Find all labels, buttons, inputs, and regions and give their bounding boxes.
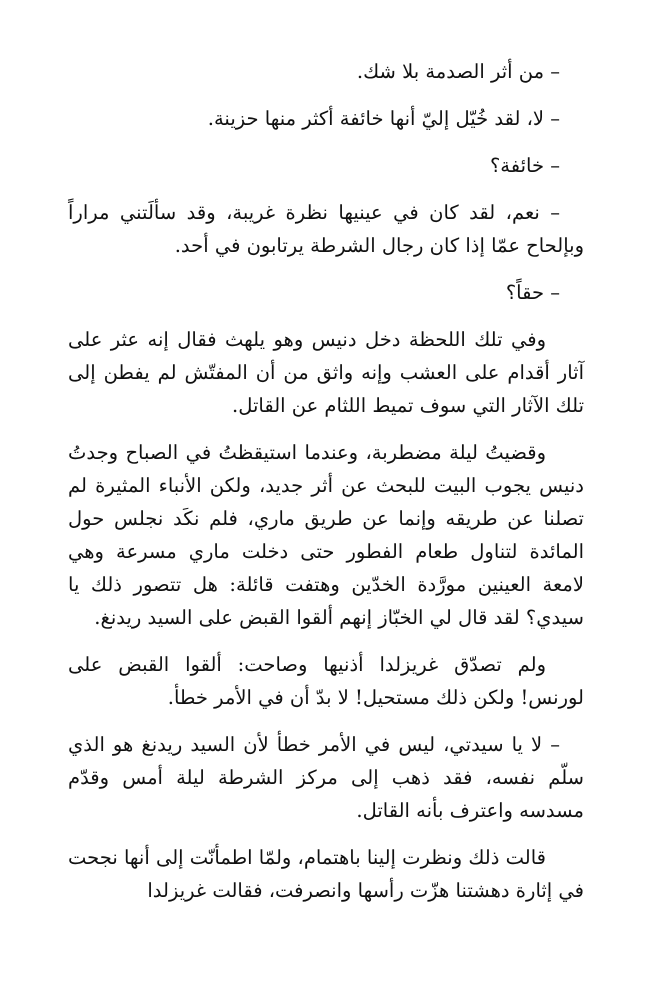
book-page [68,55,584,921]
narrative-paragraph: قالت ذلك ونظرت إلينا باهتمام، ولمّا اطمأنّت إلى أنها نجحت في إثارة دهشتنا هزّت رأسها وانصرفت، فقالت غريزلدا [68,846,584,902]
narrative-paragraph: وقضيتُ ليلة مضطربة، وعندما استيقظتُ في الصباح وجدتُ دنيس يجوب البيت للبحث عن أثر جديد، ولكن الأنباء المثيرة لم تصلنا عن طريقه وإنما عن طريق ماري، فلم نكَد نجلس حول المائدة لتناول طعام الفطور حتى دخلت ماري مسرعة وهي لامعة العينين مورَّدة الخدّين وهتفت قائلة: هل تتصور ذلك يا سيدي؟ لقد قال لي الخبّاز إنهم ألقوا القبض على السيد ريدنغ. [68,441,584,629]
dialogue-line: – لا يا سيدتي، ليس في الأمر خطأ لأن السيد ريدنغ هو الذي سلّم نفسه، فقد ذهب إلى مركز الشرطة ليلة أمس وقدّم مسدسه واعترف بأنه القاتل. [68,733,584,822]
narrative-paragraph: وفي تلك اللحظة دخل دنيس وهو يلهث فقال إنه عثر على آثار أقدام على العشب وإنه واثق من أن المفتّش لم يفطن إلى تلك الآثار التي سوف تميط اللثام عن القاتل. [68,328,584,417]
dialogue-line: – خائفة؟ [489,154,560,177]
narrative-paragraph: ولم تصدّق غريزلدا أذنيها وصاحت: ألقوا القبض على لورنس! ولكن ذلك مستحيل! لا بدّ أن في الأمر خطأ. [68,653,584,709]
dialogue-line: – حقاً؟ [505,281,560,304]
dialogue-line: – نعم، لقد كان في عينيها نظرة غريبة، وقد سألَتني مراراً وبإلحاح عمّا إذا كان رجال الشرطة يرتابون في أحد. [68,201,584,257]
dialogue-line: – لا، لقد خُيّل إليّ أنها خائفة أكثر منها حزينة. [207,107,560,130]
dialogue-line: – من أثر الصدمة بلا شك. [356,60,560,83]
